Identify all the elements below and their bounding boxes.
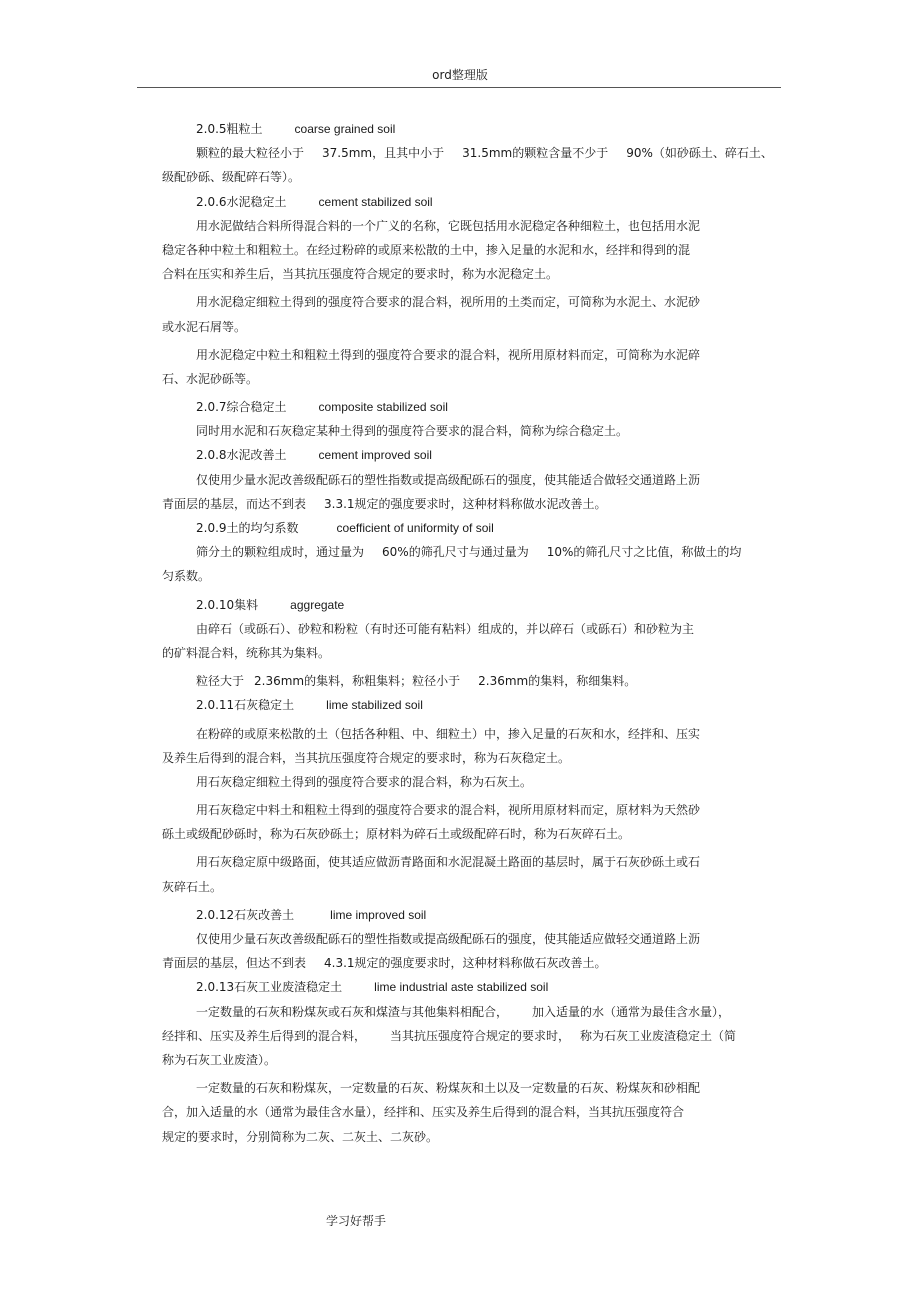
paragraph-line: 级配砂砾、级配碎石等）。 (162, 170, 301, 185)
term-heading (162, 516, 772, 540)
paragraph-line: 筛分土的颗粒组成时，通过量为 60%的筛孔尺寸与通过量为 10%的筛孔尺寸之比值，称做土的均 (196, 545, 742, 560)
paragraph-line: 灰碎石土。 (162, 879, 223, 894)
term-number: 2.0.5粗粒土 (196, 122, 263, 136)
paragraph-line: 石、水泥砂砾等。 (162, 371, 259, 386)
paragraph-line: 用石灰稳定中料土和粗粒土得到的强度符合要求的混合料，视所用原材料而定，原材料为天然砂 (196, 803, 701, 818)
term-number: 2.0.13石灰工业废渣稳定土 (196, 980, 343, 995)
term-english: lime stabilized soil (326, 698, 423, 713)
term-heading (162, 903, 772, 927)
document-body (162, 117, 772, 1149)
paragraph-line: 粒径大于 2.36mm的集料，称粗集料；粒径小于 2.36mm的集料，称细集料。 (196, 674, 637, 689)
term-number: 2.0.12石灰改善土 (196, 907, 295, 922)
paragraph-line: 青面层的基层，而达不到表 3.3.1规定的强度要求时，这种材料称做水泥改善土。 (162, 496, 607, 511)
page-footer: 学习好帮手 (326, 1214, 387, 1228)
term-heading (162, 443, 772, 467)
paragraph-line: 或水泥石屑等。 (162, 319, 247, 334)
paragraph-line: 用水泥做结合料所得混合料的一个广义的名称，它既包括用水泥稳定各种细粒土，也包括用水泥 (196, 218, 701, 233)
paragraph-line: 稳定各种中粒土和粗粒土。在经过粉碎的或原来松散的土中，掺入足量的水泥和水，经拌和得到的混 (162, 242, 691, 257)
paragraph-line: 颗粒的最大粒径小于 37.5mm，且其中小于 31.5mm的颗粒含量不少于 90%（如砂砾土、碎石土、 (196, 146, 773, 161)
term-heading (162, 593, 772, 617)
paragraph-line: 的矿料混合料，统称其为集料。 (162, 645, 331, 660)
paragraph-line: 合料在压实和养生后，当其抗压强度符合规定的要求时，称为水泥稳定土。 (162, 267, 559, 282)
term-number: 2.0.9土的均匀系数 (196, 521, 299, 535)
paragraph-line: 合，加入适量的水（通常为最佳含水量），经拌和、压实及养生后得到的混合料，当其抗压强度符合 (162, 1105, 685, 1120)
paragraph-line: 青面层的基层，但达不到表 4.3.1规定的强度要求时，这种材料称做石灰改善土。 (162, 956, 607, 971)
term-heading (162, 117, 772, 141)
paragraph-line: 匀系数。 (162, 569, 211, 584)
term-heading (162, 975, 772, 999)
term-number: 2.0.10集料 (196, 597, 259, 612)
page-header: ord整理版 (432, 68, 488, 82)
paragraph-line: 用石灰稳定原中级路面，使其适应做沥青路面和水泥混凝土路面的基层时，属于石灰砂砾土或石 (196, 855, 701, 870)
term-number: 2.0.8水泥改善土 (196, 448, 287, 463)
term-english: lime industrial aste stabilized soil (374, 980, 549, 995)
term-english: cement stabilized soil (318, 194, 433, 209)
term-english: coarse grained soil (294, 122, 396, 136)
term-heading (162, 395, 772, 419)
paragraph-line: 规定的要求时，分别简称为二灰、二灰土、二灰砂。 (162, 1129, 439, 1144)
term-number: 2.0.11石灰稳定土 (196, 698, 295, 713)
term-number: 2.0.7综合稳定土 (196, 400, 287, 415)
header-rule (137, 87, 781, 88)
paragraph-line: 用水泥稳定中粒土和粗粒土得到的强度符合要求的混合料，视所用原材料而定，可简称为水泥碎 (196, 347, 701, 362)
term-number: 2.0.6水泥稳定土 (196, 194, 287, 209)
paragraph-line: 仅使用少量石灰改善级配砾石的塑性指数或提高级配砾石的强度，使其能适应做轻交通道路上沥 (196, 932, 701, 946)
term-english: cement improved soil (318, 448, 432, 463)
paragraph-line: 经拌和、压实及养生后得到的混合料， 当其抗压强度符合规定的要求时， 称为石灰工业废渣稳定土（简 (162, 1028, 737, 1043)
term-english: lime improved soil (330, 907, 427, 922)
term-english: coefficient of uniformity of soil (336, 521, 494, 535)
paragraph-line: 称为石灰工业废渣）。 (162, 1052, 277, 1067)
paragraph-line: 及养生后得到的混合料，当其抗压强度符合规定的要求时，称为石灰稳定土。 (162, 750, 571, 765)
term-english: composite stabilized soil (318, 400, 448, 415)
term-heading (162, 693, 772, 717)
paragraph-line: 同时用水泥和石灰稳定某种土得到的强度符合要求的混合料，简称为综合稳定土。 (196, 424, 629, 439)
paragraph-line: 用石灰稳定细粒土得到的强度符合要求的混合料，称为石灰土。 (196, 774, 533, 789)
paragraph-line: 一定数量的石灰和粉煤灰或石灰和煤渣与其他集料相配合， 加入适量的水（通常为最佳含水量）， (196, 1004, 731, 1019)
paragraph-line: 一定数量的石灰和粉煤灰，一定数量的石灰、粉煤灰和土以及一定数量的石灰、粉煤灰和砂相配 (196, 1081, 701, 1096)
paragraph-line: 用水泥稳定细粒土得到的强度符合要求的混合料，视所用的土类而定，可简称为水泥土、水泥砂 (196, 295, 701, 310)
paragraph-line: 仅使用少量水泥改善级配砾石的塑性指数或提高级配砾石的强度，使其能适合做轻交通道路上沥 (196, 472, 701, 487)
paragraph-line: 砾土或级配砂砾时，称为石灰砂砾土；原材料为碎石土或级配碎石时，称为石灰碎石土。 (162, 827, 631, 842)
term-heading (162, 190, 772, 214)
paragraph-line: 在粉碎的或原来松散的土（包括各种粗、中、细粒土）中，掺入足量的石灰和水，经拌和、压实 (196, 726, 701, 741)
paragraph-line: 由碎石（或砾石）、砂粒和粉粒（有时还可能有粘料）组成的，并以碎石（或砾石）和砂粒为主 (196, 621, 695, 636)
term-english: aggregate (290, 597, 345, 612)
